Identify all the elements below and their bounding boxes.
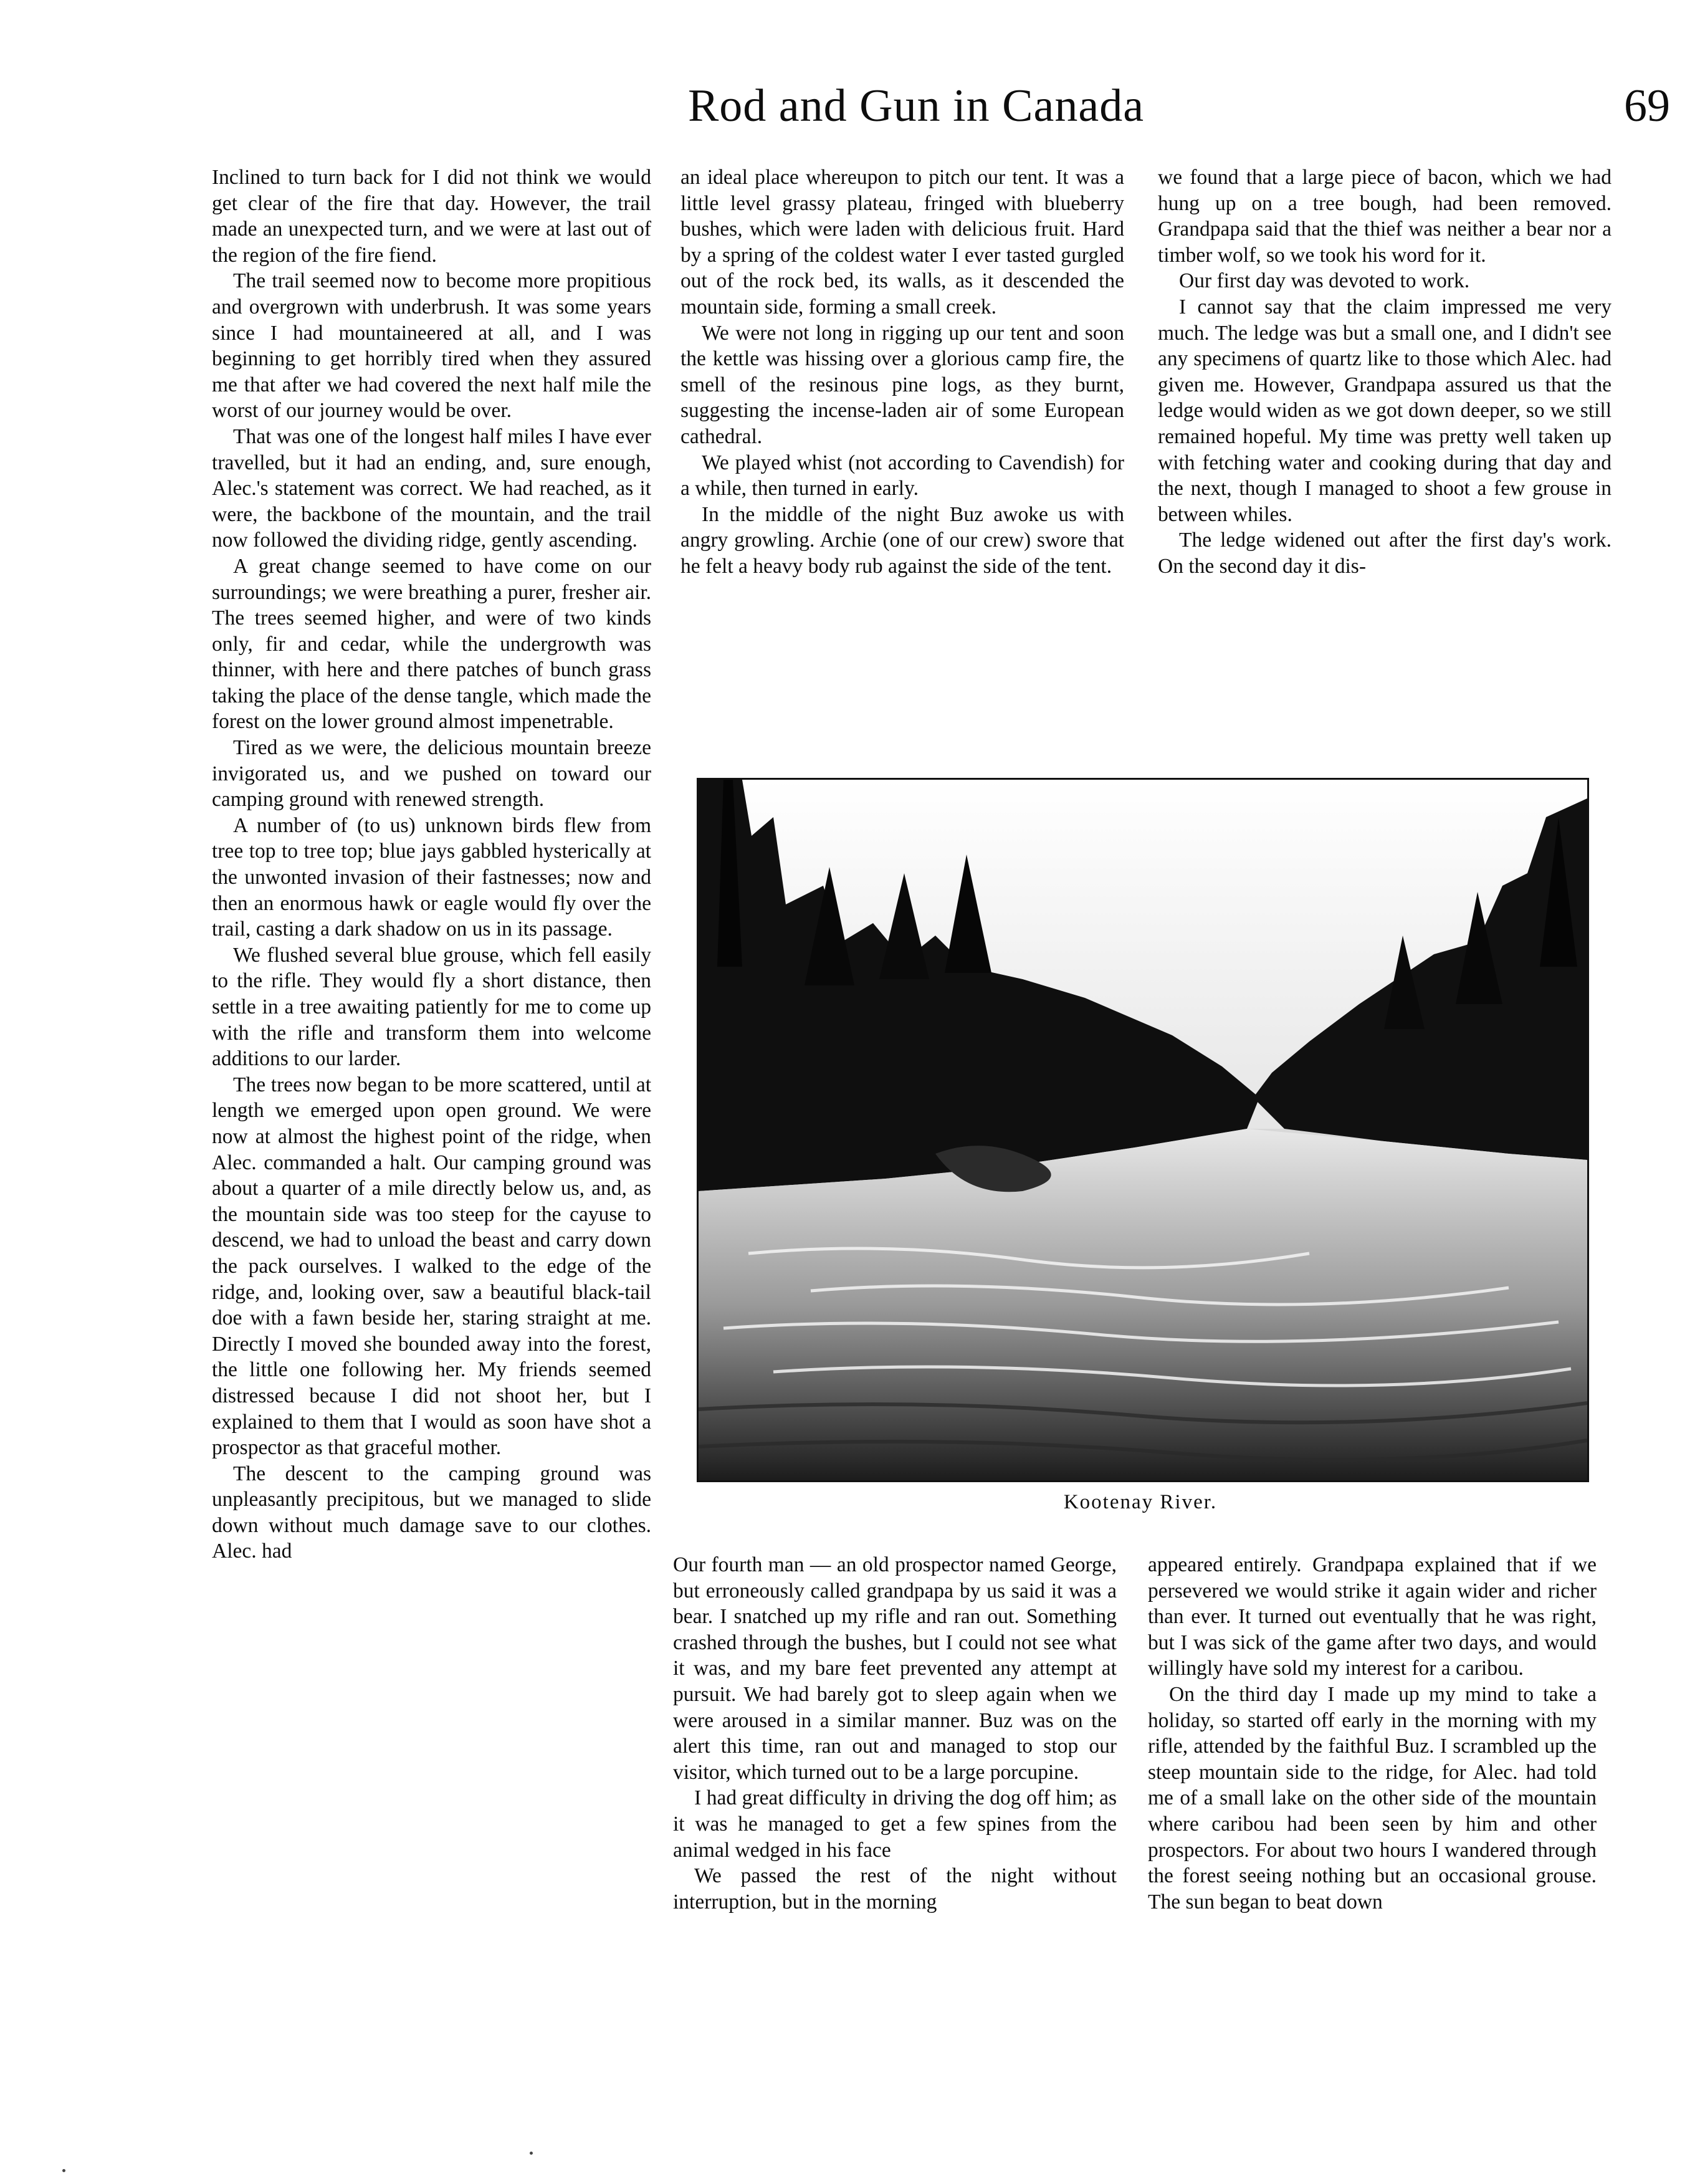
column-1 [212,165,651,1564]
kootenay-river-photo [697,778,1589,1482]
paragraph: Tired as we were, the delicious mountain breeze invigorated us, and we pushed on toward our camping ground with renewed strength. [212,736,651,812]
paragraph: We played whist (not according to Cavendish) for a while, then turned in early. [680,451,1124,501]
paragraph: In the middle of the night Buz awoke us with angry growling. Archie (one of our crew) swore that he felt a heavy body rub against the side of the tent. [680,502,1124,578]
paragraph: The ledge widened out after the first day's work. On the second day it dis- [1158,529,1612,578]
paragraph: Our fourth man — an old prospector named George, but erroneously called grandpapa by us said it was a bear. I snatched up my rifle and ran out. Something crashed through the bushes, but I could not see what it was, and my bare feet prevented any attempt at pursuit. We had barely got to sleep again when we were aroused in a similar manner. Buz was on the alert this time, ran out and managed to stop our visitor, which turned out to be a large porcupine. [673,1553,1117,1784]
paragraph: I had great difficulty in driving the dog off him; as it was he managed to get a few spines from the animal wedged in his face [673,1786,1117,1862]
paragraph: The descent to the camping ground was unpleasantly precipitous, but we managed to slide down without much damage save to our clothes. Alec. had [212,1462,651,1563]
paragraph: That was one of the longest half miles I have ever travelled, but it had an ending, and, sure enough, Alec.'s statement was correct. We had reached, as it were, the backbone of the mountain, and the trail now followed the dividing ridge, gently ascending. [212,424,651,552]
running-header-title: Rod and Gun in Canada [687,80,1145,132]
print-speck [62,2169,65,2172]
column-3-top [1158,165,1612,580]
photo-caption: Kootenay River. [1063,1491,1218,1513]
paragraph: I cannot say that the claim impressed me very much. The ledge was but a small one, and I didn't see any specimens of quartz like to those which Alec. had given me. However, Grandpapa assured us that the ledge would widen as we got down deeper, so we still remained hopeful. My time was pretty well taken up with fetching water and cooking during that day and the next, though I managed to shoot a few grouse in between whiles. [1158,295,1612,526]
paragraph: The trail seemed now to become more propitious and overgrown with underbrush. It was some years since I had mountaineered at all, and I was beginning to get horribly tired when they assured me that after we had covered the next half mile the worst of our journey would be over. [212,269,651,423]
paragraph: A number of (to us) unknown birds flew from tree top to tree top; blue jays gabbled hysterically at the unwonted invasion of their fastnesses; now and then an enormous hawk or eagle would fly over the trail, casting a dark shadow on us in its passage. [212,813,651,941]
column-2-bottom [673,1552,1117,1915]
river-landscape-image [699,780,1587,1480]
paragraph: We flushed several blue grouse, which fell easily to the rifle. They would fly a short distance, then settle in a tree awaiting patiently for me to come up with the rifle and transform them into welcome additions to our larder. [212,943,651,1071]
paragraph: The trees now began to be more scattered, until at length we emerged upon open ground. We were now at almost the highest point of the ridge, when Alec. commanded a halt. Our camping ground was about a quarter of a mile directly below us, and, as the mountain side was too steep for the cayuse to descend, we had to unload the beast and carry down the pack ourselves. I walked to the edge of the ridge, and, looking over, saw a beautiful black-tail doe with a fawn beside her, staring straight at me. Directly I moved she bounded away into the forest, the little one following her. My friends seemed distressed because I did not shoot her, but I explained to them that I would as soon have shot a prospector as that graceful mother. [212,1073,651,1460]
column-3-bottom [1148,1552,1597,1915]
column-2-top [680,165,1124,580]
paragraph: Inclined to turn back for I did not think we would get clear of the fire that day. However, the trail made an unexpected turn, and we were at last out of the region of the fire fiend. [212,166,651,267]
paragraph: We were not long in rigging up our tent and soon the kettle was hissing over a glorious camp fire, the smell of the resinous pine logs, as they burnt, suggesting the incense-laden air of some European cathedral. [680,321,1124,448]
print-speck [530,2152,533,2155]
paragraph: appeared entirely. Grandpapa explained that if we persevered we would strike it again wider and richer than ever. It turned out eventually that he was right, but I was sick of the game after two days, and would willingly have sold my interest for a caribou. [1148,1553,1597,1680]
paragraph: an ideal place whereupon to pitch our tent. It was a little level grassy plateau, fringed with blueberry bushes, which were laden with delicious fruit. Hard by a spring of the coldest water I ever tasted gurgled out of the rock bed, its walls, as it descended the mountain side, forming a small creek. [680,166,1124,318]
paragraph: we found that a large piece of bacon, which we had hung up on a tree bough, had been removed. Grandpapa said that the thief was neither a bear nor a timber wolf, so we took his word for it. [1158,166,1612,267]
paragraph: Our first day was devoted to work. [1179,269,1470,293]
paragraph: We passed the rest of the night without interruption, but in the morning [673,1864,1117,1913]
paragraph: A great change seemed to have come on our surroundings; we were breathing a purer, fresher air. The trees seemed higher, and were of two kinds only, fir and cedar, while the undergrowth was thinner, with here and there patches of bunch grass taking the place of the dense tangle, which made the forest on the lower ground almost impenetrable. [212,554,651,734]
paragraph: On the third day I made up my mind to take a holiday, so started off early in the morning with my rifle, attended by the faithful Buz. I scrambled up the steep mountain side to the ridge, for Alec. had told me of a small lake on the other side of the mountain where caribou had been seen by him and other prospectors. For about two hours I wandered through the forest seeing nothing but an occasional grouse. The sun began to beat down [1148,1682,1597,1913]
page-number: 69 [1624,80,1670,132]
